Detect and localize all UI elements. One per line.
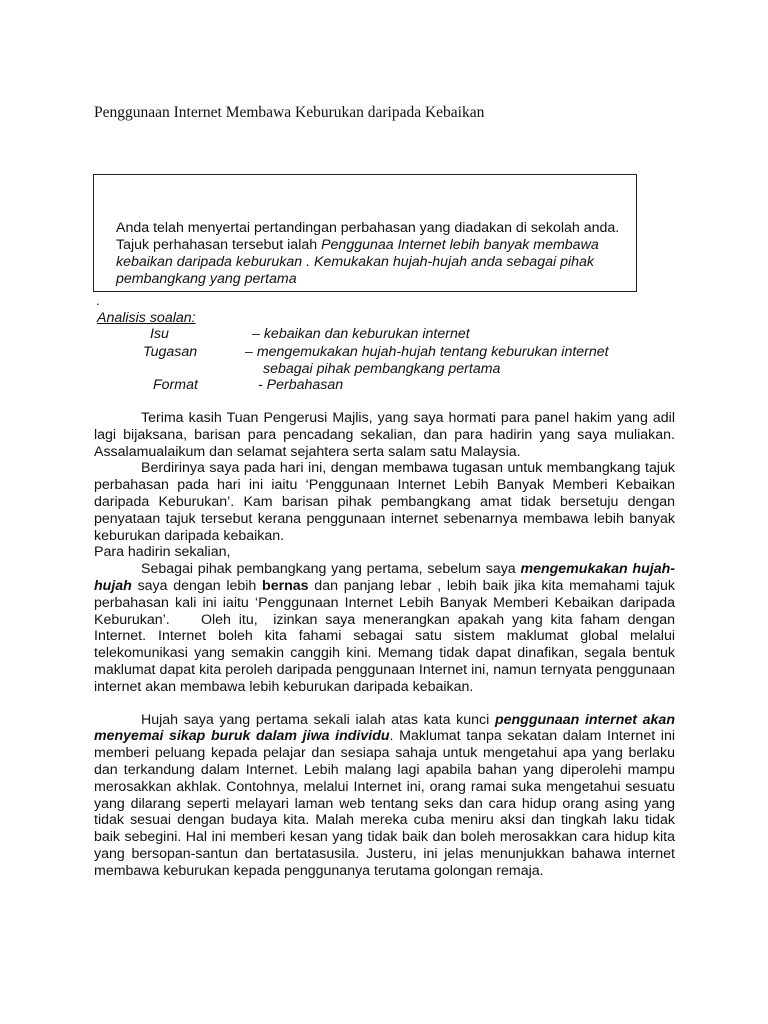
paragraph-first-argument <box>94 712 675 880</box>
question-lead: Anda telah menyertai pertandingan perbahasan yang diadakan di sekolah anda. Tajuk perhahasan tersebut ialah <box>116 220 620 253</box>
paragraph-address: Para hadirin sekalian, <box>94 544 231 561</box>
analysis-label-format: Format <box>153 377 198 393</box>
p5-text-a: Hujah saya yang pertama sekali ialah atas kata kunci <box>141 711 495 728</box>
document-title: Penggunaan Internet Membawa Keburukan daripada Kebaikan <box>94 104 485 121</box>
p4-text-a: Sebagai pihak pembangkang yang pertama, sebelum saya <box>141 561 521 578</box>
p5-emphasis-keyword: penggunaan internet akan menyemai sikap buruk dalam jiwa individu <box>94 711 675 745</box>
p4-text-c: saya dengan lebih <box>131 577 263 594</box>
essay-body <box>94 410 679 880</box>
question-box <box>93 174 637 292</box>
p4-emphasis-hujah: mengemukakan hujah-hujah <box>94 561 675 594</box>
paragraph-definition <box>94 561 679 695</box>
question-text <box>116 220 628 288</box>
analysis-heading: Analisis soalan: <box>97 310 196 326</box>
p4-emphasis-bernas: bernas <box>262 577 309 594</box>
analysis-label-tugasan: Tugasan <box>143 344 198 360</box>
question-motion: Penggunaa Internet lebih banyak membawa kebaikan daripada keburukan . Kemukakan hujah-hujah anda sebagai pihak pembangkang yang pertama <box>116 237 599 287</box>
analysis-value-isu: – kebaikan dan keburukan internet <box>252 326 470 342</box>
analysis-value-format: - Perbahasan <box>258 377 344 393</box>
analysis-label-isu: Isu <box>150 326 169 342</box>
stray-dot: . <box>96 293 100 308</box>
analysis-value-tugasan: – mengemukakan hujah-hujah tentang keburukan internet <box>245 344 609 360</box>
paragraph-greeting: Terima kasih Tuan Pengerusi Majlis, yang saya hormati para panel hakim yang adil lagi bijaksana, barisan para pencadang sekalian, dan para hadirin yang saya muliakan. Assalamualaikum dan selamat sejahtera serta salam satu Malaysia. <box>94 410 675 460</box>
paragraph-stance: Berdirinya saya pada hari ini, dengan membawa tugasan untuk membangkang tajuk perbahasan pada hari ini iaitu ‘Penggunaan Internet Lebih Banyak Memberi Kebaikan daripada Keburukan’. Kam barisan pihak pembangkang amat tidak bersetuju dengan penyataan tajuk tersebut kerana penggunaan internet sebenarnya membawa lebih banyak keburukan daripada kebaikan. <box>94 460 675 544</box>
p5-text-c: . Maklumat tanpa sekatan dalam Internet ini memberi peluang kepada pelajar dan sesiapa sahaja untuk mengetahui apa yang berlaku dan terkandung dalam Internet. Lebih malang lagi apabila bahan yang diperolehi mampu merosakkan akhlak. Contohnya, melalui Internet ini, orang ramai suka mengetahui sesuatu yang dilarang seperti melayari laman web tentang seks dan cara hidup orang asing yang tidak sesuai dengan budaya kita. Malah mereka cuba meniru aksi dan tingkah laku tidak baik sebegini. Hal ini memberi kesan yang tidak baik dan boleh merosakkan cara hidup kita yang bersopan-santun dan bertatasusila. Justeru, ini jelas menunjukkan bahawa internet membawa keburukan kepada penggunanya terutama golongan remaja. <box>94 728 675 879</box>
p4-text-e: dan panjang lebar , lebih baik jika kita memahami tajuk perbahasan kali ini iaitu ‘Penggunaan Internet Lebih Banyak Memberi Kebaikan daripada Keburukan’. Oleh itu, izinkan saya menerangkan apakah yang kita faham dengan Internet. Internet boleh kita fahami sebagai satu sistem maklumat global melalui telekomunikasi yang semakin canggih kini. Memang tidak dapat dinafikan, segala bentuk maklumat dapat kita peroleh daripada penggunaan Internet ini, namun ternyata penggunaan internet akan membawa lebih keburukan daripada kebaikan. <box>94 577 679 695</box>
paragraph-gap <box>94 696 675 712</box>
analysis-value-tugasan-cont: sebagai pihak pembangkang pertama <box>263 361 501 377</box>
